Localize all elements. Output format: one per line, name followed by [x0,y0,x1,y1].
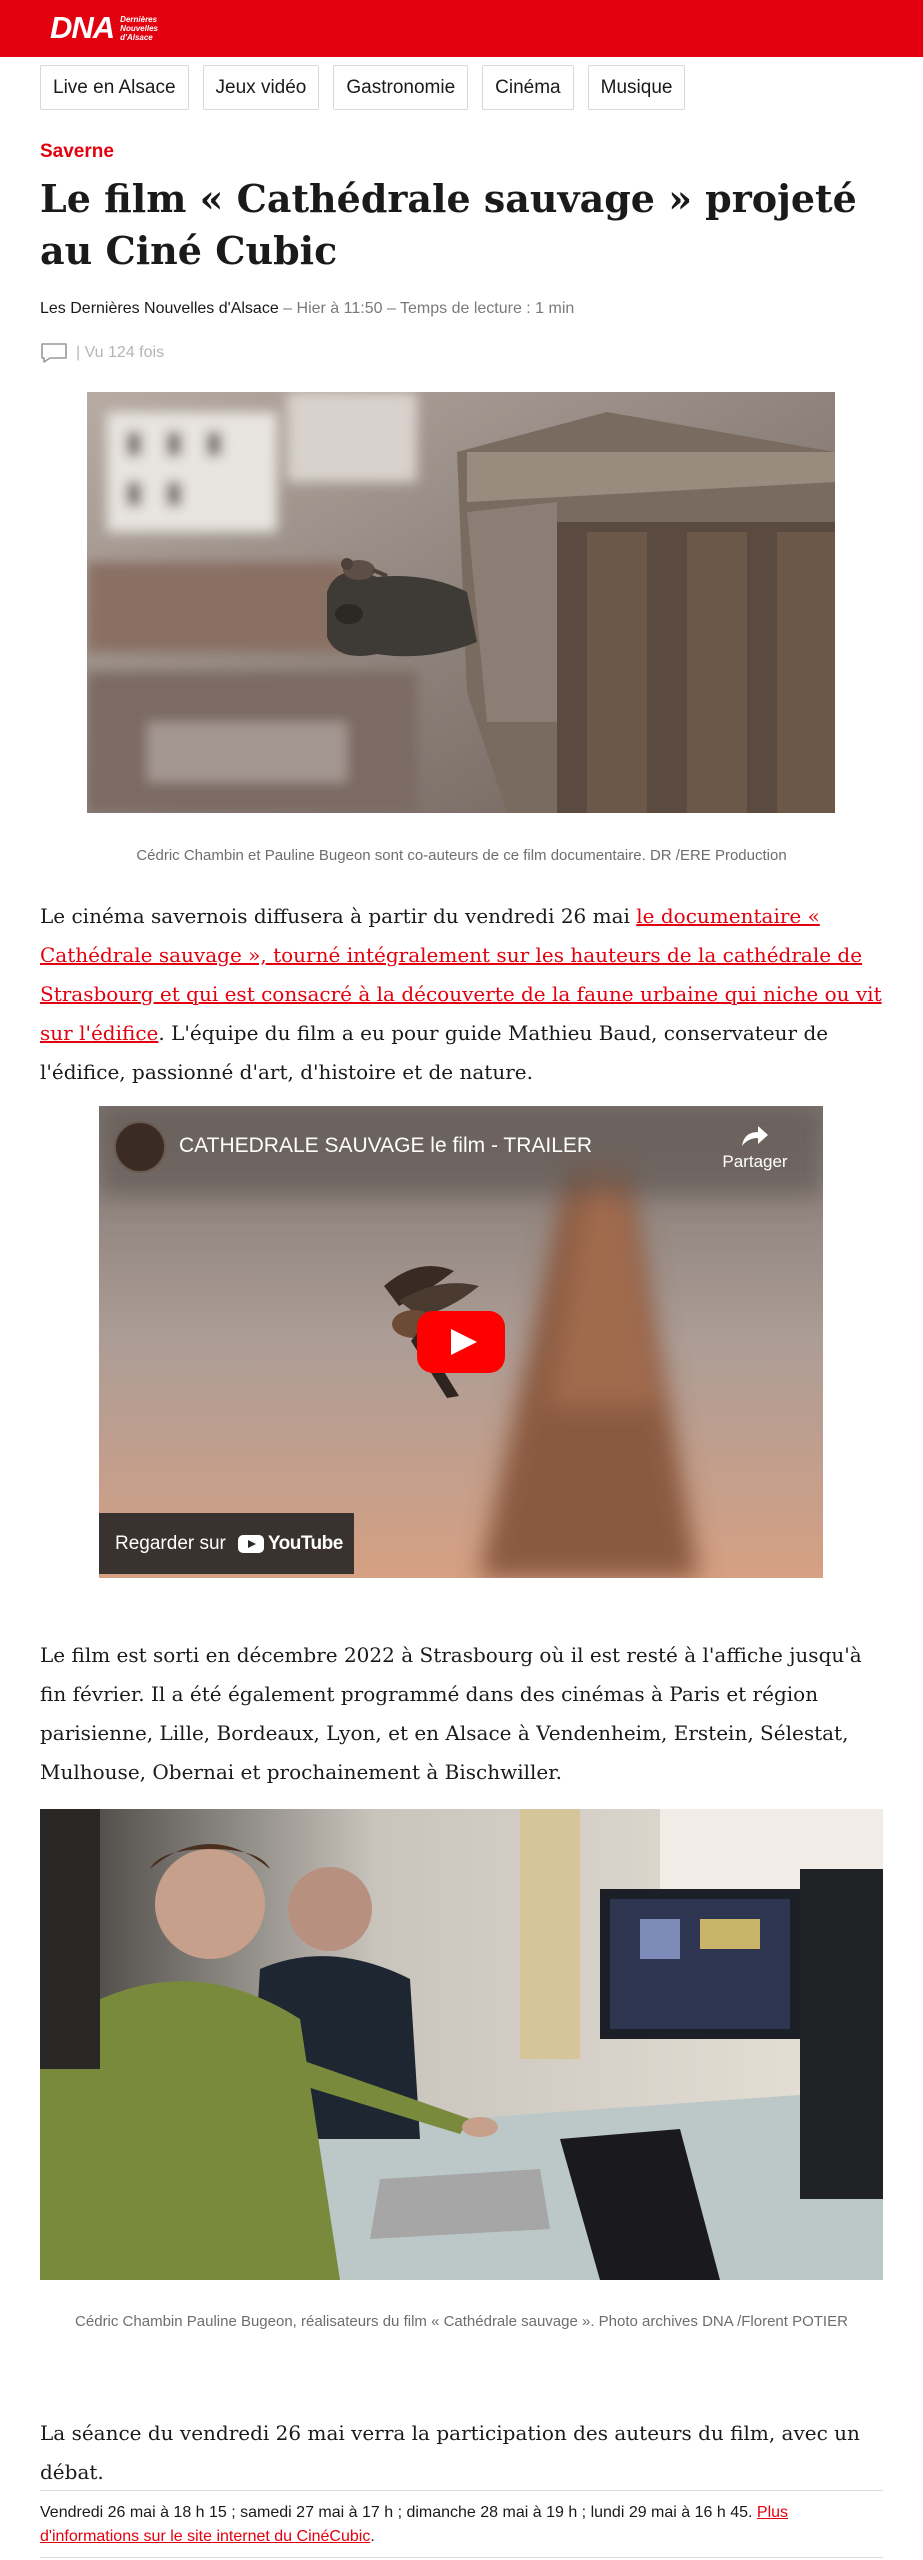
comment-icon[interactable] [40,342,68,364]
youtube-icon [238,1535,264,1553]
paragraph-1-end: . L'équipe du film a eu pour guide Mathieu Baud, conservateur de l'édifice, passionné d'art, d'histoire et de nature. [40,1021,829,1084]
nav-item-live-en-alsace[interactable]: Live en Alsace [40,65,189,110]
youtube-wordmark: YouTube [267,1532,343,1554]
article-paragraph-1 [40,897,883,1092]
share-icon [740,1124,770,1148]
image-caption-1: Cédric Chambin et Pauline Bugeon sont co-auteurs de ce film documentaire. DR /ERE Production [136,847,787,864]
channel-avatar[interactable] [114,1121,166,1173]
documentary-link[interactable]: le documentaire « Cathédrale sauvage », tourné intégralement sur les hauteurs de la cathédrale de Strasbourg et qui est consacré à la découverte de la faune urbaine qui niche ou vit sur l'édifice [40,904,882,1045]
article-date: – Hier à 11:50 – Temps de lecture : 1 min [278,300,575,317]
share-button[interactable] [715,1124,795,1172]
nav-item-musique[interactable]: Musique [588,65,686,110]
logo-subtitle [120,15,158,42]
article-title: Le film « Cathédrale sauvage » projeté au Ciné Cubic [40,176,857,273]
article-image-directors [40,1809,883,2280]
topic-nav [40,65,685,110]
logo-sub-line-3: d'Alsace [120,32,153,42]
article-meta [40,300,574,318]
logo-text: DNA [50,10,115,45]
screening-info-box [40,2490,883,2558]
cinecubic-link[interactable]: Plus d'informations sur le site internet du CinéCubic [40,2504,789,2545]
article-paragraph-2: Le film est sorti en décembre 2022 à Strasbourg où il est resté à l'affiche jusqu'à fin février. Il a été également programmé dans des cinémas à Paris et région parisienne, Lille, Bordeaux, Lyon, et en Alsace à Vendenheim, Erstein, Sélestat, Mulhouse, Obernai et prochainement à Bischwiller. [40,1643,862,1784]
article-image-gargoyle [87,392,835,813]
watch-label: Regarder sur [115,1532,226,1554]
logo-sub-line-1: Dernières [120,14,158,24]
youtube-embed[interactable] [99,1106,823,1578]
nav-item-jeux-video[interactable]: Jeux vidéo [203,65,320,110]
video-title[interactable]: CATHEDRALE SAUVAGE le film - TRAILER [179,1134,593,1157]
screening-schedule: Vendredi 26 mai à 18 h 15 ; samedi 27 mai à 17 h ; dimanche 28 mai à 19 h ; lundi 29 mai à 16 h 45. [40,2504,757,2521]
play-icon[interactable] [417,1311,505,1373]
paragraph-1-start: Le cinéma savernois diffusera à partir du vendredi 26 mai [40,904,637,928]
view-count: | Vu 124 fois [76,344,165,361]
youtube-logo [238,1533,343,1555]
site-logo[interactable] [50,10,158,46]
logo-sub-line-2: Nouvelles [120,23,158,33]
article-rubric[interactable]: Saverne [40,141,114,162]
nav-item-gastronomie[interactable]: Gastronomie [333,65,468,110]
nav-item-cinema[interactable]: Cinéma [482,65,573,110]
article-author[interactable]: Les Dernières Nouvelles d'Alsace [40,300,279,317]
image-caption-2: Cédric Chambin Pauline Bugeon, réalisateurs du film « Cathédrale sauvage ». Photo archives DNA /Florent POTIER [75,2313,848,2330]
share-label: Partager [722,1152,788,1171]
article-stats [40,342,164,364]
site-header [0,0,923,57]
watch-on-youtube-button[interactable] [99,1513,354,1574]
article-paragraph-3: La séance du vendredi 26 mai verra la participation des auteurs du film, avec un débat. [40,2421,860,2484]
info-end: . [370,2528,375,2545]
